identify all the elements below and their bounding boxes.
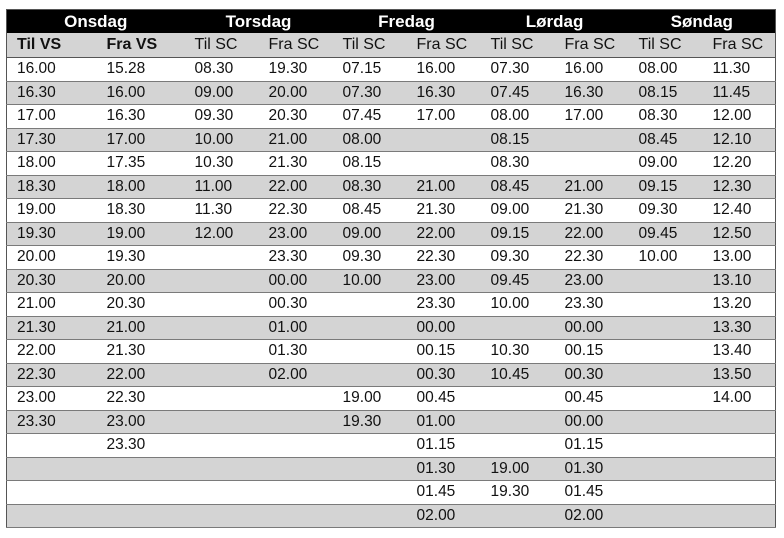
time-cell: 16.30 [7,81,97,105]
direction-header-row [7,33,776,58]
time-cell: 09.30 [481,246,555,270]
time-cell [97,481,185,505]
time-cell: 02.00 [555,504,629,528]
time-cell: 01.00 [259,316,333,340]
time-cell: 00.45 [555,387,629,411]
time-cell [481,504,555,528]
time-cell: 08.15 [481,128,555,152]
time-cell [97,504,185,528]
time-cell: 01.45 [555,481,629,505]
table-row [7,293,776,317]
time-cell: 23.00 [555,269,629,293]
time-cell: 01.30 [555,457,629,481]
time-cell: 23.00 [407,269,481,293]
time-cell: 13.00 [703,246,776,270]
time-cell: 23.00 [7,387,97,411]
table-row [7,410,776,434]
day-header-torsdag: Torsdag [185,10,333,34]
time-cell: 22.30 [555,246,629,270]
time-cell: 08.45 [629,128,703,152]
time-cell [481,410,555,434]
time-cell: 20.30 [97,293,185,317]
time-cell: 10.00 [185,128,259,152]
table-row [7,481,776,505]
time-cell: 00.00 [259,269,333,293]
time-cell: 18.00 [7,152,97,176]
column-header: Fra SC [407,33,481,58]
time-cell: 07.45 [333,105,407,129]
time-cell: 07.45 [481,81,555,105]
day-header-row [7,10,776,34]
time-cell [703,504,776,528]
table-row [7,105,776,129]
time-cell: 17.35 [97,152,185,176]
table-row [7,387,776,411]
day-header-sondag: Søndag [629,10,776,34]
day-header-lordag: Lørdag [481,10,629,34]
time-cell [407,128,481,152]
time-cell: 08.30 [481,152,555,176]
column-header: Fra SC [703,33,776,58]
time-cell: 08.00 [629,58,703,82]
time-cell: 23.00 [97,410,185,434]
time-cell: 21.30 [97,340,185,364]
time-cell: 08.30 [333,175,407,199]
time-cell: 07.30 [333,81,407,105]
table-row [7,457,776,481]
time-cell: 17.00 [7,105,97,129]
time-cell: 00.30 [555,363,629,387]
table-row [7,316,776,340]
time-cell: 21.00 [259,128,333,152]
time-cell: 19.30 [481,481,555,505]
time-cell: 00.15 [407,340,481,364]
time-cell [481,434,555,458]
time-cell: 23.30 [259,246,333,270]
column-header: Til SC [629,33,703,58]
time-cell: 09.30 [629,199,703,223]
time-cell [259,387,333,411]
time-cell [97,457,185,481]
time-cell [555,152,629,176]
time-cell: 00.15 [555,340,629,364]
time-cell [333,316,407,340]
time-cell: 17.00 [97,128,185,152]
time-cell: 21.00 [555,175,629,199]
time-cell [629,387,703,411]
time-cell: 10.00 [481,293,555,317]
time-cell [259,410,333,434]
time-cell: 00.00 [555,410,629,434]
time-cell [629,269,703,293]
time-cell [333,457,407,481]
table-row [7,152,776,176]
column-header: Til SC [333,33,407,58]
time-cell [629,363,703,387]
time-cell: 13.30 [703,316,776,340]
time-cell: 22.30 [259,199,333,223]
time-cell: 17.30 [7,128,97,152]
time-cell [629,340,703,364]
time-cell: 08.00 [481,105,555,129]
time-cell: 09.15 [629,175,703,199]
time-cell: 16.00 [97,81,185,105]
time-cell: 22.00 [7,340,97,364]
time-cell: 23.30 [7,410,97,434]
time-cell: 22.00 [259,175,333,199]
time-cell: 21.00 [7,293,97,317]
time-cell: 20.00 [97,269,185,293]
time-cell [185,363,259,387]
time-cell: 19.30 [259,58,333,82]
time-cell: 16.30 [407,81,481,105]
time-cell: 22.30 [407,246,481,270]
table-row [7,58,776,82]
table-row [7,246,776,270]
table-row [7,175,776,199]
time-cell: 00.00 [555,316,629,340]
time-cell: 19.00 [7,199,97,223]
time-cell [481,387,555,411]
time-cell: 09.00 [481,199,555,223]
time-cell [333,340,407,364]
time-cell: 00.00 [407,316,481,340]
time-cell: 12.00 [703,105,776,129]
time-cell: 08.45 [481,175,555,199]
time-cell: 13.10 [703,269,776,293]
time-cell: 12.50 [703,222,776,246]
time-cell [629,481,703,505]
time-cell: 23.30 [97,434,185,458]
time-cell: 12.20 [703,152,776,176]
time-cell: 08.45 [333,199,407,223]
time-cell: 01.15 [407,434,481,458]
time-cell: 16.00 [7,58,97,82]
column-header: Fra SC [555,33,629,58]
time-cell: 17.00 [407,105,481,129]
time-cell [629,293,703,317]
time-cell: 15.28 [97,58,185,82]
time-cell [185,246,259,270]
time-cell: 21.30 [407,199,481,223]
time-cell: 11.30 [185,199,259,223]
column-header: Til VS [7,33,97,58]
time-cell: 21.00 [97,316,185,340]
time-cell [629,434,703,458]
table-row [7,269,776,293]
timetable-header [7,10,776,58]
time-cell: 09.30 [185,105,259,129]
time-cell: 16.00 [555,58,629,82]
day-header-onsdag: Onsdag [7,10,185,34]
time-cell: 19.00 [333,387,407,411]
time-cell: 09.15 [481,222,555,246]
time-cell [185,481,259,505]
time-cell: 19.30 [333,410,407,434]
time-cell: 16.30 [555,81,629,105]
time-cell [555,128,629,152]
time-cell: 09.00 [333,222,407,246]
time-cell: 01.30 [407,457,481,481]
day-header-fredag: Fredag [333,10,481,34]
time-cell: 07.15 [333,58,407,82]
time-cell: 13.50 [703,363,776,387]
column-header: Til SC [481,33,555,58]
time-cell: 08.00 [333,128,407,152]
time-cell: 10.30 [481,340,555,364]
time-cell: 21.30 [555,199,629,223]
time-cell: 08.30 [185,58,259,82]
time-cell [333,504,407,528]
ferry-timetable [6,9,776,528]
time-cell [481,316,555,340]
time-cell [259,434,333,458]
table-row [7,340,776,364]
time-cell: 22.30 [7,363,97,387]
time-cell: 00.30 [407,363,481,387]
time-cell: 10.00 [629,246,703,270]
time-cell: 12.00 [185,222,259,246]
time-cell: 10.45 [481,363,555,387]
table-row [7,81,776,105]
column-header: Fra SC [259,33,333,58]
time-cell: 17.00 [555,105,629,129]
time-cell [629,316,703,340]
time-cell [333,481,407,505]
time-cell [259,504,333,528]
time-cell: 22.00 [555,222,629,246]
time-cell: 19.00 [97,222,185,246]
time-cell [185,410,259,434]
time-cell: 19.30 [7,222,97,246]
time-cell: 21.00 [407,175,481,199]
time-cell: 14.00 [703,387,776,411]
time-cell [7,504,97,528]
table-row [7,222,776,246]
time-cell [629,504,703,528]
time-cell: 10.00 [333,269,407,293]
time-cell [185,504,259,528]
time-cell: 09.00 [629,152,703,176]
time-cell [185,387,259,411]
time-cell: 11.45 [703,81,776,105]
time-cell: 00.30 [259,293,333,317]
time-cell [703,434,776,458]
time-cell [185,434,259,458]
time-cell: 12.30 [703,175,776,199]
time-cell: 08.30 [629,105,703,129]
time-cell: 01.30 [259,340,333,364]
time-cell [185,293,259,317]
time-cell: 18.00 [97,175,185,199]
table-row [7,128,776,152]
time-cell [7,481,97,505]
time-cell: 13.40 [703,340,776,364]
time-cell: 07.30 [481,58,555,82]
time-cell: 21.30 [259,152,333,176]
time-cell [703,410,776,434]
table-row [7,434,776,458]
time-cell [7,434,97,458]
time-cell [259,457,333,481]
time-cell [185,269,259,293]
time-cell: 19.00 [481,457,555,481]
time-cell: 20.30 [7,269,97,293]
time-cell: 00.45 [407,387,481,411]
time-cell: 11.00 [185,175,259,199]
time-cell: 13.20 [703,293,776,317]
time-cell: 22.00 [97,363,185,387]
time-cell: 22.30 [97,387,185,411]
time-cell [703,481,776,505]
time-cell: 20.00 [7,246,97,270]
table-row [7,363,776,387]
time-cell: 08.15 [333,152,407,176]
time-cell [185,316,259,340]
time-cell: 02.00 [407,504,481,528]
time-cell [7,457,97,481]
time-cell: 18.30 [7,175,97,199]
time-cell: 23.00 [259,222,333,246]
time-cell: 11.30 [703,58,776,82]
time-cell: 20.30 [259,105,333,129]
time-cell [259,481,333,505]
time-cell: 02.00 [259,363,333,387]
time-cell: 18.30 [97,199,185,223]
time-cell [333,363,407,387]
time-cell: 10.30 [185,152,259,176]
time-cell: 09.45 [629,222,703,246]
time-cell [703,457,776,481]
column-header: Fra VS [97,33,185,58]
time-cell [407,152,481,176]
time-cell: 12.40 [703,199,776,223]
time-cell: 01.15 [555,434,629,458]
time-cell: 22.00 [407,222,481,246]
time-cell: 20.00 [259,81,333,105]
time-cell: 21.30 [7,316,97,340]
time-cell [185,340,259,364]
time-cell: 16.00 [407,58,481,82]
time-cell: 01.00 [407,410,481,434]
time-cell: 09.00 [185,81,259,105]
time-cell: 16.30 [97,105,185,129]
time-cell [185,457,259,481]
table-row [7,199,776,223]
time-cell: 23.30 [555,293,629,317]
time-cell [629,457,703,481]
time-cell: 23.30 [407,293,481,317]
time-cell: 08.15 [629,81,703,105]
time-cell [333,434,407,458]
time-cell: 09.30 [333,246,407,270]
table-row [7,504,776,528]
timetable-body [7,58,776,528]
time-cell [629,410,703,434]
time-cell: 19.30 [97,246,185,270]
time-cell: 09.45 [481,269,555,293]
time-cell: 12.10 [703,128,776,152]
column-header: Til SC [185,33,259,58]
time-cell [333,293,407,317]
time-cell: 01.45 [407,481,481,505]
